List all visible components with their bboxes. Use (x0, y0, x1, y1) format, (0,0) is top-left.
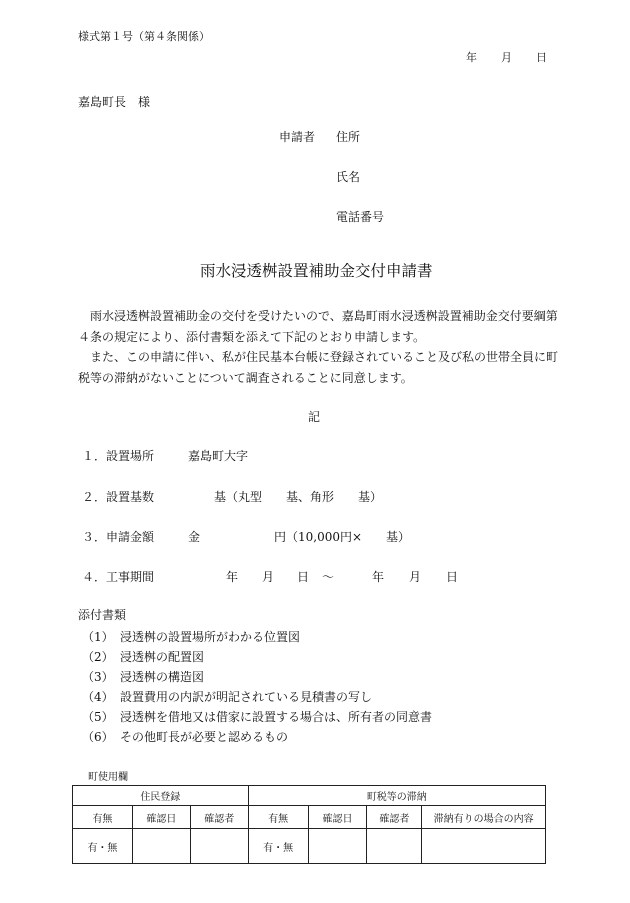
office-use-heading: 町使用欄 (88, 772, 128, 783)
attachment-item (82, 688, 372, 705)
body-paragraph-2: また、この申請に伴い、私が住民基本台帳に登録されていること及び私の世帯全員に町税等の滞納がないことについて調査されることに同意します。 (78, 350, 559, 385)
attachment-item (82, 728, 288, 745)
applicant-label: 申請者 (279, 130, 316, 144)
period-end-year: 年 (372, 570, 385, 584)
item-amount-prefix: 金 (188, 530, 201, 544)
attachment-text: 設置費用の内訳が明記されている見積書の写し (120, 690, 373, 704)
column-header: 確認者 (190, 806, 248, 829)
column-header: 確認日 (132, 806, 190, 829)
attachment-text: 浸透桝の設置場所がわかる位置図 (120, 630, 301, 644)
attachment-item (82, 628, 300, 645)
period-end-month: 月 (409, 570, 422, 584)
attachment-number: （5） (82, 710, 114, 724)
attachment-text: 浸透桝を借地又は借家に設置する場合は、所有者の同意書 (120, 710, 433, 724)
office-use-table (72, 785, 546, 864)
attachment-number: （6） (82, 730, 114, 744)
attachment-text: 浸透桝の配置図 (120, 650, 205, 664)
period-start-day: 日 (297, 570, 310, 584)
item-count-value: 基（丸型 基、角形 基） (214, 490, 383, 504)
date-day-label: 日 (536, 51, 547, 64)
tax-checker-cell (367, 829, 422, 864)
resident-status-cell: 有・無 (73, 829, 133, 864)
applicant-phone-label: 電話番号 (336, 210, 385, 224)
period-start-year: 年 (226, 570, 239, 584)
attachment-number: （4） (82, 690, 114, 704)
resident-registration-header: 住民登録 (73, 786, 249, 806)
resident-date-cell (132, 829, 190, 864)
addressee: 嘉島町長 様 (78, 95, 151, 109)
tax-date-cell (308, 829, 367, 864)
attachment-text: 浸透桝の構造図 (120, 670, 205, 684)
item-location-label: １．設置場所 (82, 449, 155, 463)
tax-details-cell (422, 829, 546, 864)
attachment-number: （1） (82, 630, 114, 644)
column-header: 滞納有りの場合の内容 (422, 806, 546, 829)
attachment-number: （3） (82, 670, 114, 684)
attachment-item (82, 708, 432, 725)
attachment-item (82, 668, 204, 685)
attachment-number: （2） (82, 650, 114, 664)
column-header: 確認日 (308, 806, 367, 829)
applicant-address-label: 住所 (336, 130, 361, 144)
period-start-month: 月 (262, 570, 275, 584)
attachment-item (82, 648, 204, 665)
tax-delinquency-header: 町税等の滞納 (248, 786, 545, 806)
date-line (466, 49, 547, 65)
form-number: 様式第１号（第４条関係） (78, 30, 210, 43)
attachments-heading: 添付書類 (78, 608, 127, 622)
column-header: 確認者 (367, 806, 422, 829)
period-tilde: ～ (322, 570, 335, 584)
body-text (78, 306, 558, 388)
tax-status-cell: 有・無 (248, 829, 308, 864)
item-period-label: ４．工事期間 (82, 570, 155, 584)
ki-mark: 記 (308, 410, 321, 424)
applicant-name-label: 氏名 (336, 170, 361, 184)
resident-checker-cell (190, 829, 248, 864)
date-month-label: 月 (501, 51, 512, 64)
column-header: 有無 (73, 806, 133, 829)
date-year-label: 年 (466, 51, 477, 64)
item-amount-value: 円（10,000円× 基） (274, 530, 411, 544)
item-location-value: 嘉島町大字 (188, 449, 249, 463)
attachment-text: その他町長が必要と認めるもの (120, 730, 289, 744)
item-amount-label: ３．申請金額 (82, 530, 155, 544)
period-end-day: 日 (446, 570, 459, 584)
document-title: 雨水浸透桝設置補助金交付申請書 (200, 262, 433, 280)
item-count-label: ２．設置基数 (82, 490, 155, 504)
body-paragraph-1: 雨水浸透桝設置補助金の交付を受けたいので、嘉島町雨水浸透桝設置補助金交付要綱第４条の規定により、添付書類を添えて下記のとおり申請します。 (78, 309, 558, 344)
column-header: 有無 (248, 806, 308, 829)
